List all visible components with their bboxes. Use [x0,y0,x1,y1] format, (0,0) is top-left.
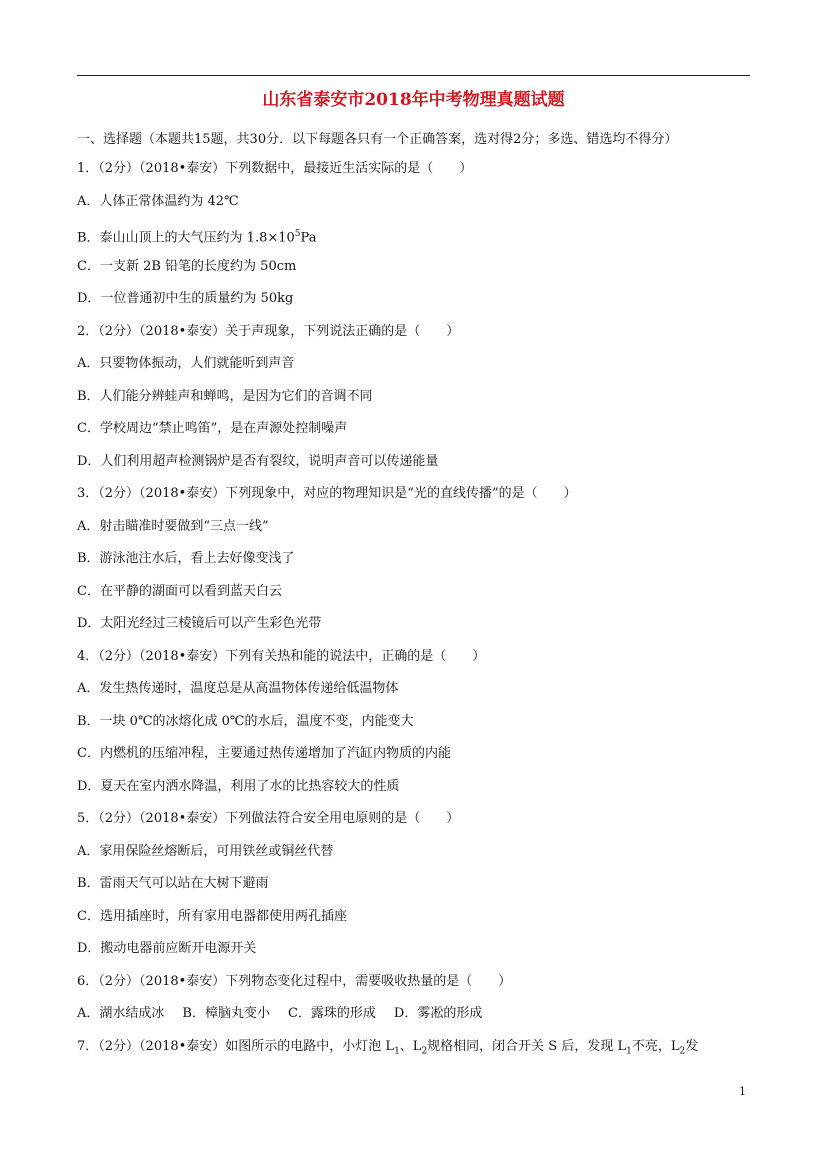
question-4-option-c: C．内燃机的压缩冲程，主要通过热传递增加了汽缸内物质的内能 [77,746,451,761]
document-body [77,126,757,1063]
header-rule [77,75,750,76]
question-3-option-a: A．射击瞄准时要做到“三点一线” [77,518,269,534]
option-b-exponent: 5 [294,229,301,239]
question-5-option-c: C．选用插座时，所有家用电器都使用两孔插座 [77,908,347,924]
question-2-option-c: C．学校周边“禁止鸣笛”，是在声源处控制噪声 [77,421,348,436]
question-2-option-d: D．人们利用超声检测锅炉是否有裂纹，说明声音可以传递能量 [77,453,439,469]
question-1-option-b [77,218,757,251]
section-header: 一、选择题（本题共15题，共30分．以下每题各只有一个正确答案，选对得2分；多选、错选均不得分） [77,132,678,147]
document-title: 山东省泰安市2018年中考物理真题试题 [262,90,565,110]
question-3-stem: 3．（2分）（2018•泰安）下列现象中，对应的物理知识是“光的直线传播”的是（ ） [77,486,577,501]
question-2-option-a: A．只要物体振动，人们就能听到声音 [77,356,295,371]
question-5-stem: 5．（2分）（2018•泰安）下列做法符合安全用电原则的是（ ） [77,811,460,826]
question-5-option-a: A．家用保险丝熔断后，可用铁丝或铜丝代替 [77,843,334,859]
question-5-option-b: B．雷雨天气可以站在大树下避雨 [77,876,269,891]
q7-text-4: 不亮，L [631,1038,680,1054]
option-b-unit: Pa [300,230,317,246]
q7-text-3: 规格相同，闭合开关 S 后，发现 L [427,1038,627,1054]
question-4-option-d: D．夏天在室内洒水降温，利用了水的比热容较大的性质 [77,778,400,794]
question-6-option-d: D．雾凇的形成 [393,1006,483,1021]
question-6-option-c: C．露珠的形成 [287,1006,376,1021]
question-5-option-d: D．搬动电器前应断开电源开关 [77,941,257,956]
question-1-stem: 1．（2分）（2018•泰安）下列数据中，最接近生活实际的是（ ） [77,161,473,176]
question-3-option-b: B．游泳池注水后，看上去好像变浅了 [77,551,295,566]
q7-sub-2: 2 [421,1046,428,1057]
q7-text-1: 7．（2分）（2018•泰安）如图所示的电路中，小灯泡 L [77,1038,395,1054]
q7-sub-1: 1 [394,1046,400,1057]
question-1-option-d: D．一位普通初中生的质量约为 50kg [77,291,294,306]
question-7-stem [77,1031,757,1064]
question-1-option-a: A．人体正常体温约为 42℃ [77,193,239,209]
question-3-option-d: D．太阳光经过三棱镜后可以产生彩色光带 [77,616,322,631]
question-4-stem: 4．（2分）（2018•泰安）下列有关热和能的说法中，正确的是（ ） [77,648,486,664]
question-4-option-a: A．发生热传递时，温度总是从高温物体传递给低温物体 [77,681,399,696]
page-number: 1 [739,1085,746,1098]
option-b-text: B．泰山山顶上的大气压约为 1.8×10 [77,230,295,246]
question-6-option-b: B．樟脑丸变小 [182,1006,270,1021]
question-6-options [77,998,757,1031]
question-6-option-a: A．湖水结成冰 [77,1006,165,1021]
question-1-option-c: C．一支新 2B 铅笔的长度约为 50cm [77,258,297,274]
question-2-stem: 2．（2分）（2018•泰安）关于声现象，下列说法正确的是（ ） [77,323,460,339]
question-6-stem: 6．（2分）（2018•泰安）下列物态变化过程中，需要吸收热量的是（ ） [77,973,512,989]
q7-sub-4: 2 [679,1046,686,1057]
q7-text-5: 发 [685,1038,699,1054]
question-4-option-b: B．一块 0℃的冰熔化成 0℃的水后，温度不变，内能变大 [77,713,414,729]
question-3-option-c: C．在平静的湖面可以看到蓝天白云 [77,583,282,599]
q7-text-2: 、L [399,1038,422,1054]
question-2-option-b: B．人们能分辨蛙声和蝉鸣，是因为它们的音调不同 [77,388,373,404]
q7-sub-3: 1 [626,1046,632,1057]
